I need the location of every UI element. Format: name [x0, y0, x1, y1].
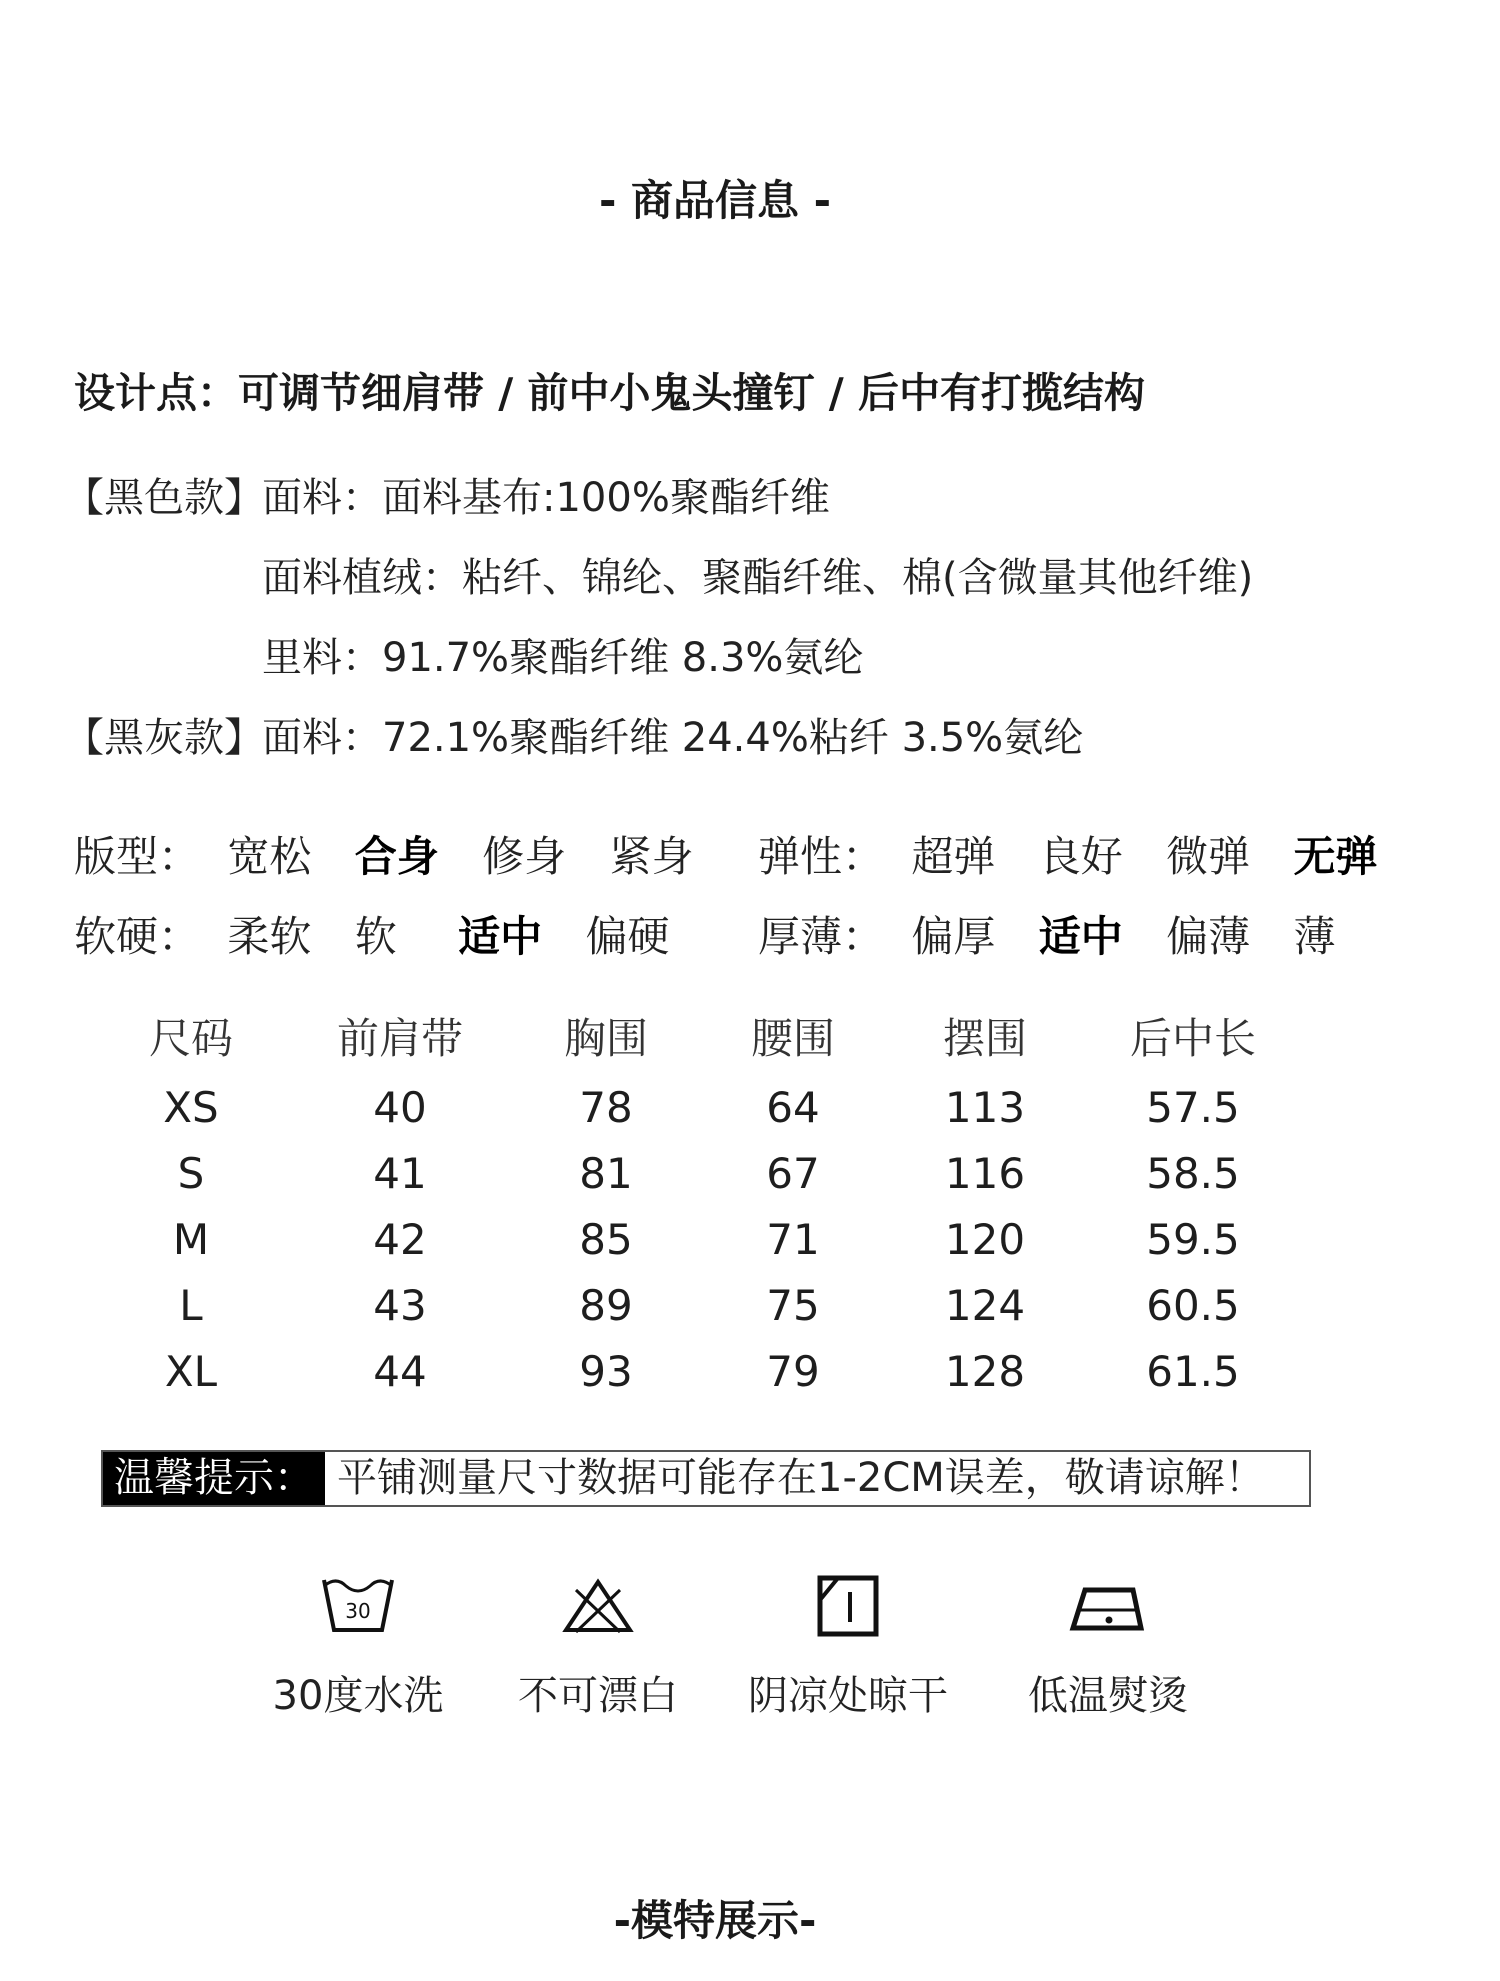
table-cell: 113	[944, 1083, 1026, 1132]
svg-text:30: 30	[345, 1599, 371, 1623]
grey-variant-label: 【黑灰款】	[64, 715, 264, 761]
table-cell: 78	[579, 1083, 633, 1132]
size-header: 前肩带	[336, 1014, 463, 1063]
thickness-option: 薄	[1293, 912, 1336, 961]
softness-option: 偏硬	[585, 912, 670, 961]
table-cell: 58.5	[1146, 1149, 1240, 1198]
dry-shade-icon	[808, 1570, 888, 1640]
table-cell: 64	[766, 1083, 820, 1132]
table-cell: M	[172, 1215, 210, 1264]
iron-low-icon	[1063, 1570, 1153, 1640]
table-cell: XL	[164, 1347, 218, 1396]
table-cell: 85	[579, 1215, 633, 1264]
care-label: 30度水洗	[272, 1673, 444, 1719]
care-label: 低温熨烫	[1028, 1673, 1188, 1719]
elasticity-label: 弹性：	[758, 832, 885, 881]
softness-label: 软硬：	[74, 912, 201, 961]
table-cell: L	[179, 1281, 203, 1330]
no-bleach-icon	[558, 1570, 638, 1640]
size-header: 腰围	[750, 1014, 835, 1063]
size-header: 胸围	[563, 1014, 648, 1063]
care-item-wash	[248, 1570, 468, 1721]
design-points: 设计点：可调节细肩带 / 前中小鬼头撞钉 / 后中有打揽结构	[74, 369, 1146, 417]
table-cell: 41	[373, 1149, 427, 1198]
table-cell: 81	[579, 1149, 633, 1198]
thickness-option-selected: 适中	[1038, 912, 1123, 961]
table-cell: 57.5	[1146, 1083, 1240, 1132]
black-fabric-line: 面料：面料基布:100%聚酯纤维	[262, 475, 830, 521]
grey-fabric-line: 面料：72.1%聚酯纤维 24.4%粘纤 3.5%氨纶	[262, 715, 1084, 761]
fit-option: 宽松	[227, 832, 312, 881]
table-cell: 93	[579, 1347, 633, 1396]
size-header: 摆围	[942, 1014, 1027, 1063]
care-item-bleach	[488, 1570, 708, 1721]
wash-30-icon	[318, 1570, 398, 1640]
table-cell: 128	[944, 1347, 1026, 1396]
fit-label: 版型：	[74, 832, 201, 881]
softness-attribute	[74, 904, 700, 964]
elasticity-option: 良好	[1038, 832, 1123, 881]
care-label: 阴凉处晾干	[748, 1673, 948, 1719]
elasticity-option: 超弹	[911, 832, 996, 881]
black-lining-line: 里料：91.7%聚酯纤维 8.3%氨纶	[262, 635, 864, 681]
fit-attribute	[74, 824, 724, 884]
size-header: 后中长	[1129, 1014, 1256, 1063]
size-header: 尺码	[148, 1014, 233, 1063]
table-cell: 60.5	[1146, 1281, 1240, 1330]
section-title-model-display: -模特展示-	[613, 1896, 817, 1945]
table-cell: 124	[944, 1281, 1026, 1330]
softness-option-selected: 适中	[458, 912, 543, 961]
black-variant-label: 【黑色款】	[64, 475, 264, 521]
table-cell: 40	[373, 1083, 427, 1132]
care-label: 不可漂白	[518, 1673, 678, 1719]
thickness-attribute	[758, 904, 1366, 964]
table-cell: 42	[373, 1215, 427, 1264]
table-cell: 59.5	[1146, 1215, 1240, 1264]
table-cell: 79	[766, 1347, 820, 1396]
softness-option: 软	[354, 912, 397, 961]
thickness-label: 厚薄：	[758, 912, 885, 961]
table-cell: XS	[163, 1083, 219, 1132]
table-cell: 116	[944, 1149, 1026, 1198]
thickness-option: 偏厚	[911, 912, 996, 961]
fit-option: 修身	[482, 832, 567, 881]
softness-option: 柔软	[227, 912, 312, 961]
elasticity-option: 微弹	[1166, 832, 1251, 881]
black-flock-line: 面料植绒：粘纤、锦纶、聚酯纤维、棉(含微量其他纤维)	[262, 555, 1254, 601]
notice-bar	[101, 1450, 1311, 1507]
table-cell: 43	[373, 1281, 427, 1330]
care-item-dry	[738, 1570, 958, 1721]
thickness-option: 偏薄	[1166, 912, 1251, 961]
fit-option: 紧身	[609, 832, 694, 881]
table-cell: 67	[766, 1149, 820, 1198]
notice-label: 温馨提示：	[103, 1452, 325, 1505]
notice-text: 平铺测量尺寸数据可能存在1-2CM误差，敬请谅解！	[337, 1455, 1265, 1501]
section-title-product-info: - 商品信息 -	[598, 176, 832, 225]
care-item-iron	[998, 1570, 1218, 1721]
table-cell: 61.5	[1146, 1347, 1240, 1396]
elasticity-attribute	[758, 824, 1408, 884]
fit-option-selected: 合身	[354, 832, 439, 881]
table-cell: 89	[579, 1281, 633, 1330]
elasticity-option-selected: 无弹	[1293, 832, 1378, 881]
table-cell: 71	[766, 1215, 820, 1264]
table-cell: 75	[766, 1281, 820, 1330]
table-cell: 120	[944, 1215, 1026, 1264]
table-cell: S	[177, 1149, 205, 1198]
table-cell: 44	[373, 1347, 427, 1396]
